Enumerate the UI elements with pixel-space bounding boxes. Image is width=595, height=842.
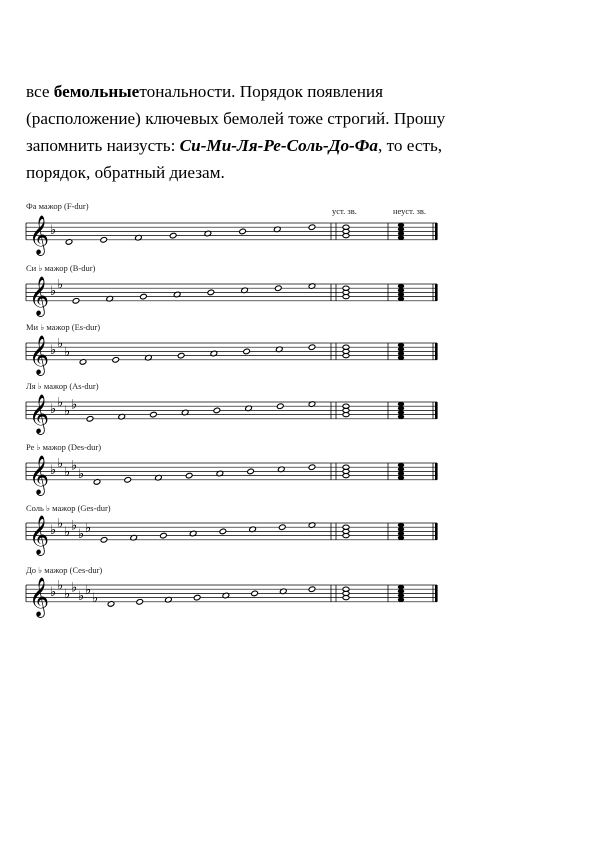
treble-clef-icon: 𝄞: [29, 275, 50, 316]
paragraph-line-3: запомнить наизусть: Си-Ми-Ля-Ре-Соль-До-Фа, то есть,: [26, 136, 443, 155]
flat-icon: ♭: [71, 518, 78, 534]
flat-icon: ♭: [71, 397, 78, 413]
whole-note: [213, 407, 221, 414]
unstable-chord-note: [398, 402, 404, 406]
final-barline: [435, 343, 438, 360]
final-barline: [435, 402, 438, 419]
whole-note: [140, 293, 148, 300]
whole-note: [308, 344, 316, 351]
unstable-chord-note: [398, 527, 404, 531]
unstable-chord-note: [398, 410, 404, 414]
treble-clef-icon: 𝄞: [29, 334, 50, 375]
unstable-chord-note: [398, 223, 404, 227]
whole-note: [169, 232, 177, 239]
unstable-chord-note: [398, 531, 404, 535]
whole-note: [177, 352, 185, 359]
flat-icon: ♭: [50, 342, 57, 358]
whole-note: [86, 416, 94, 423]
header-stable-degrees: уст. зв.: [332, 206, 357, 216]
stable-chord-note: [343, 465, 349, 469]
whole-note: [124, 477, 132, 484]
stable-chord-note: [343, 525, 349, 529]
unstable-chord-note: [398, 351, 404, 355]
flat-icon: ♭: [78, 527, 85, 543]
unstable-chord-note: [398, 523, 404, 527]
flat-icon: ♭: [57, 395, 64, 411]
staff-system: [26, 515, 438, 556]
treble-clef-icon: 𝄞: [29, 576, 50, 617]
flat-icon: ♭: [64, 345, 71, 360]
final-barline: [435, 284, 438, 301]
whole-note: [207, 289, 215, 296]
staff-system: [26, 455, 438, 496]
unstable-chord-note: [398, 463, 404, 467]
treble-clef-icon: 𝄞: [29, 514, 50, 555]
paragraph-line-1: все бемольныетональности. Порядок появления: [26, 82, 383, 101]
whole-note: [150, 411, 158, 418]
whole-note: [276, 403, 284, 410]
unstable-chord-note: [398, 347, 404, 351]
unstable-chord-note: [398, 356, 404, 360]
treble-clef-icon: 𝄞: [29, 454, 50, 495]
unstable-chord-note: [398, 227, 404, 231]
flat-icon: ♭: [50, 584, 57, 600]
whole-note: [308, 224, 316, 231]
unstable-chord-note: [398, 415, 404, 419]
staff-system: [26, 215, 438, 256]
stable-chord-note: [343, 404, 349, 408]
bold-word: бемольные: [53, 82, 140, 101]
flat-icon: ♭: [50, 283, 57, 299]
whole-note: [112, 357, 120, 364]
final-barline: [435, 585, 438, 602]
unstable-chord-note: [398, 476, 404, 480]
scale-caption: Ля ♭ мажор (As-dur): [26, 381, 99, 391]
whole-note: [136, 599, 144, 606]
scale-caption: Си ♭ мажор (B-dur): [26, 263, 96, 273]
flat-icon: ♭: [64, 465, 71, 480]
flat-order-sequence: Си-Ми-Ля-Ре-Соль-До-Фа: [179, 136, 378, 155]
whole-note: [100, 537, 108, 544]
whole-note: [247, 468, 255, 475]
flat-icon: ♭: [71, 580, 78, 596]
flat-icon: ♭: [85, 582, 92, 598]
whole-note: [219, 528, 227, 535]
scale-caption: Фа мажор (F-dur): [26, 201, 89, 211]
whole-note: [185, 472, 193, 479]
flat-icon: ♭: [64, 404, 71, 419]
unstable-chord-note: [398, 598, 404, 602]
treble-clef-icon: 𝄞: [29, 214, 50, 255]
scale-caption: Ми ♭ мажор (Es-dur): [26, 322, 101, 332]
scale-caption: До ♭ мажор (Ces-dur): [26, 565, 103, 575]
treble-clef-icon: 𝄞: [29, 393, 50, 434]
unstable-chord-note: [398, 288, 404, 292]
unstable-chord-note: [398, 297, 404, 301]
scale-caption: Ре ♭ мажор (Des-dur): [26, 442, 102, 452]
stable-chord-note: [343, 286, 349, 290]
unstable-chord-note: [398, 231, 404, 235]
whole-note: [251, 590, 259, 597]
whole-note: [160, 532, 168, 539]
whole-note: [308, 464, 316, 471]
final-barline: [435, 523, 438, 540]
flat-icon: ♭: [50, 401, 57, 417]
unstable-chord-note: [398, 589, 404, 593]
unstable-chord-note: [398, 471, 404, 475]
final-barline: [435, 223, 438, 240]
paragraph-line-4: порядок, обратный диезам.: [26, 163, 225, 182]
flat-icon: ♭: [71, 458, 78, 474]
unstable-chord-note: [398, 236, 404, 240]
final-barline: [435, 463, 438, 480]
whole-note: [278, 524, 286, 531]
scale-caption: Соль ♭ мажор (Ges-dur): [26, 503, 111, 513]
stable-chord-note: [343, 587, 349, 591]
stable-chord-note: [343, 225, 349, 229]
flat-icon: ♭: [57, 456, 64, 472]
unstable-chord-note: [398, 467, 404, 471]
flat-icon: ♭: [78, 589, 85, 605]
unstable-chord-note: [398, 284, 404, 288]
stable-chord-note: [343, 345, 349, 349]
staff-system: [26, 276, 438, 317]
flat-icon: ♭: [92, 591, 99, 607]
whole-note: [100, 237, 108, 244]
unstable-chord-note: [398, 406, 404, 410]
staff-system: [26, 335, 438, 376]
flat-icon: ♭: [50, 222, 57, 238]
header-unstable-degrees: неуст. зв.: [393, 206, 426, 216]
flat-icon: ♭: [85, 520, 92, 536]
whole-note: [239, 228, 247, 235]
unstable-chord-note: [398, 593, 404, 597]
flat-icon: ♭: [50, 462, 57, 478]
unstable-chord-note: [398, 585, 404, 589]
flat-icon: ♭: [50, 522, 57, 538]
unstable-chord-note: [398, 292, 404, 296]
whole-note: [193, 594, 201, 601]
staff-system: [26, 394, 438, 435]
flat-icon: ♭: [57, 578, 64, 594]
flat-icon: ♭: [57, 277, 64, 293]
unstable-chord-note: [398, 343, 404, 347]
whole-note: [243, 348, 251, 355]
unstable-chord-note: [398, 536, 404, 540]
flat-icon: ♭: [57, 336, 64, 352]
paragraph-line-2: (расположение) ключевых бемолей тоже строгий. Прошу: [26, 109, 446, 128]
flat-icon: ♭: [78, 467, 85, 483]
flat-icon: ♭: [57, 516, 64, 532]
whole-note: [274, 285, 282, 292]
flat-icon: ♭: [64, 525, 71, 540]
whole-note: [308, 586, 316, 593]
whole-note: [72, 298, 80, 305]
staff-system: [26, 577, 438, 618]
flat-icon: ♭: [64, 587, 71, 602]
